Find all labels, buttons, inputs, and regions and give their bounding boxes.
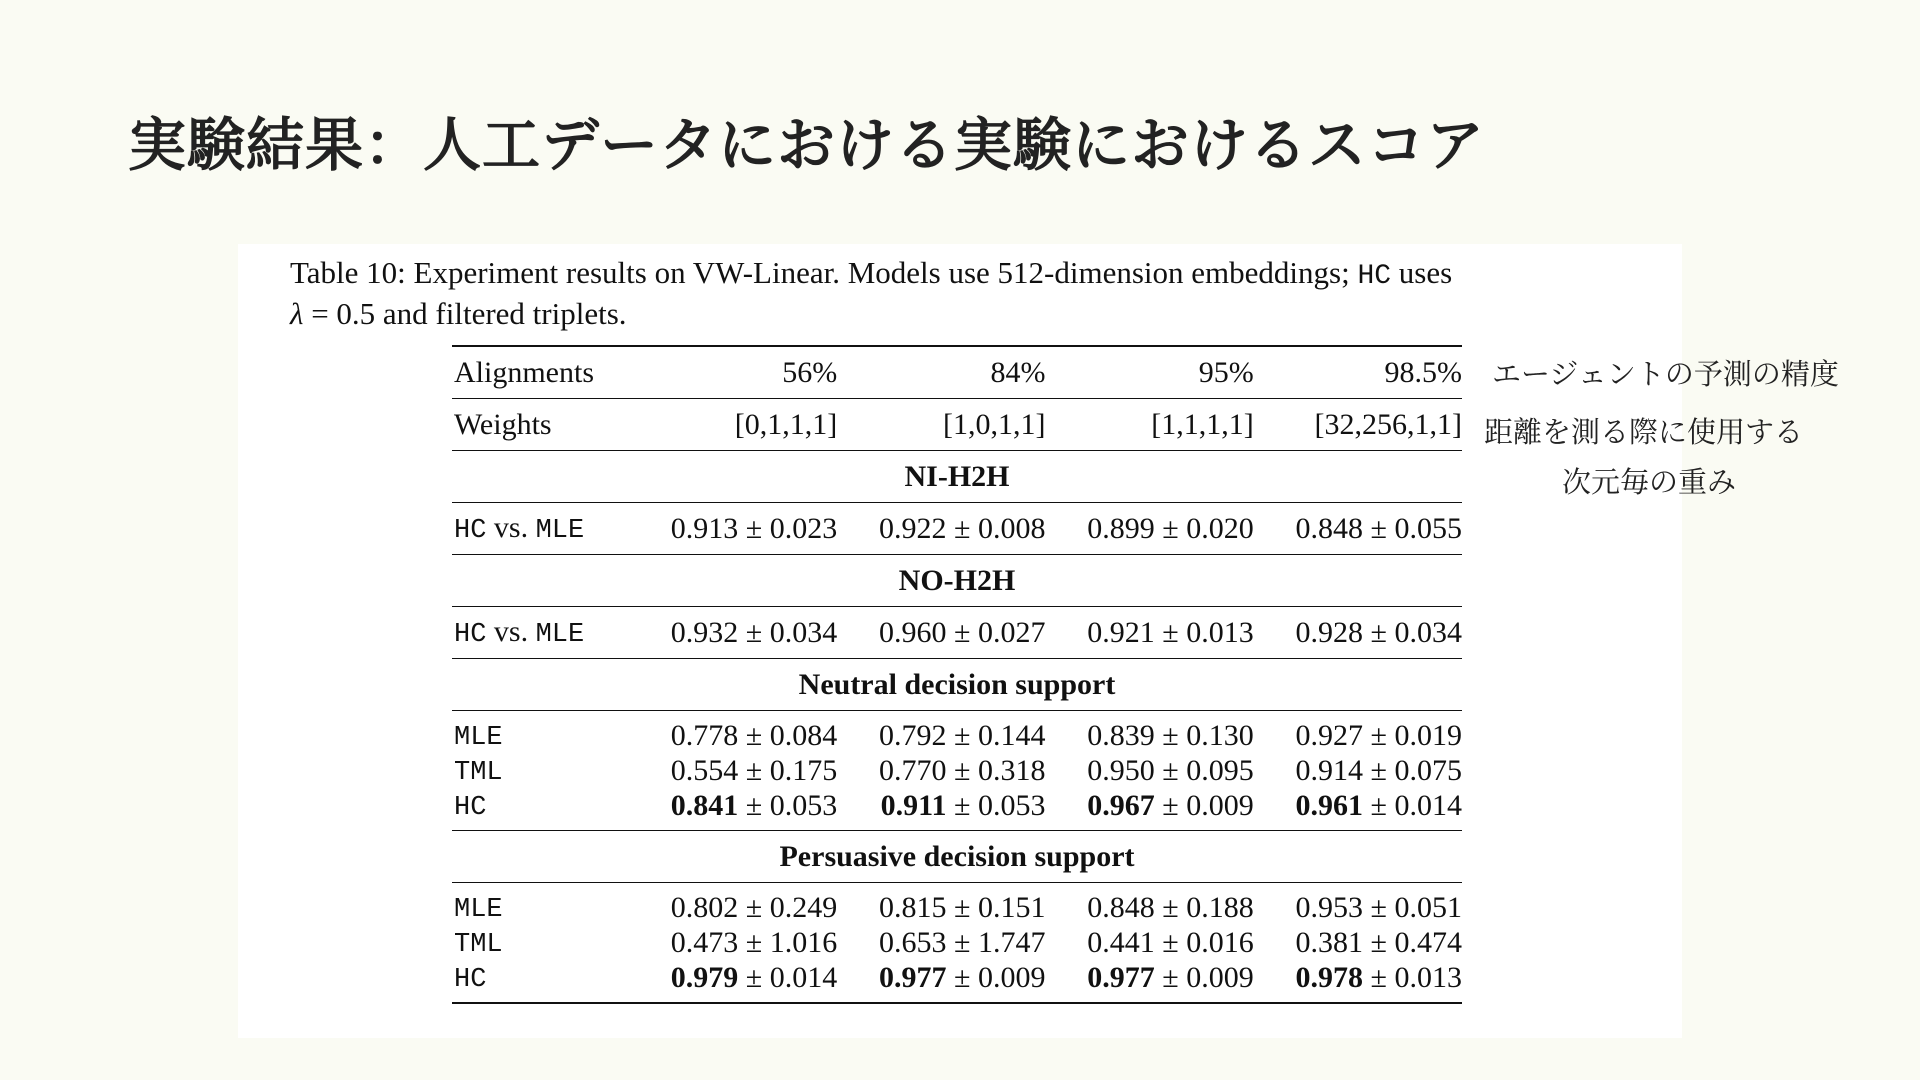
section-header-row xyxy=(452,555,1462,607)
row-label xyxy=(452,960,629,1003)
weights-value: [1,1,1,1] xyxy=(1151,407,1254,441)
score-cell xyxy=(1254,960,1462,1003)
score-value: 0.653 ± 1.747 xyxy=(879,925,1046,959)
slide-title: 実験結果：人工データにおける実験におけるスコア xyxy=(128,111,1486,179)
score-value: ± 0.053 xyxy=(738,788,838,822)
alignment-value: 98.5% xyxy=(1384,355,1462,389)
row-label xyxy=(452,883,629,926)
caption-lambda: λ xyxy=(290,296,304,331)
alignment-annotation: エージェントの予測の精度 xyxy=(1492,357,1839,391)
table-row xyxy=(452,711,1462,754)
score-value: 0.802 ± 0.249 xyxy=(670,890,838,924)
method-name: MLE xyxy=(535,516,585,546)
header-row xyxy=(452,346,1462,399)
row-label xyxy=(452,925,629,960)
score-cell xyxy=(1046,753,1254,788)
score-cell xyxy=(837,788,1045,831)
score-cell xyxy=(629,607,837,659)
best-score: 0.978 xyxy=(1295,960,1364,994)
score-value: ± 0.053 xyxy=(946,788,1046,822)
method-name: HC xyxy=(454,965,487,995)
section-title: NO-H2H xyxy=(898,563,1016,597)
score-value: 0.928 ± 0.034 xyxy=(1295,615,1462,649)
score-value: 0.848 ± 0.055 xyxy=(1295,511,1462,545)
best-score: 0.977 xyxy=(1087,960,1155,994)
score-value: 0.899 ± 0.020 xyxy=(1087,511,1254,545)
table-row xyxy=(452,960,1462,1003)
section-title: Persuasive decision support xyxy=(779,839,1135,873)
score-cell xyxy=(629,960,837,1003)
score-cell xyxy=(837,503,1045,555)
table-caption xyxy=(290,254,1650,332)
row-label xyxy=(452,753,629,788)
score-value: 0.932 ± 0.034 xyxy=(670,615,838,649)
best-score: 0.961 xyxy=(1295,788,1364,822)
score-value: 0.927 ± 0.019 xyxy=(1295,718,1462,752)
score-cell xyxy=(1046,711,1254,754)
section-title: Neutral decision support xyxy=(798,667,1116,701)
method-name: TML xyxy=(454,930,503,960)
score-value: 0.473 ± 1.016 xyxy=(670,925,838,959)
score-cell xyxy=(1254,607,1462,659)
score-value: 0.950 ± 0.095 xyxy=(1087,753,1254,787)
score-cell xyxy=(629,925,837,960)
score-value: 0.778 ± 0.084 xyxy=(670,718,838,752)
score-cell xyxy=(837,883,1045,926)
method-name: TML xyxy=(454,758,503,788)
best-score: 0.977 xyxy=(879,960,947,994)
row-label xyxy=(452,711,629,754)
score-cell xyxy=(837,753,1045,788)
score-cell xyxy=(1254,925,1462,960)
weights-value: [32,256,1,1] xyxy=(1314,407,1462,441)
method-name: HC xyxy=(454,793,487,823)
weights-annotation-line1: 距離を測る際に使用する xyxy=(1484,415,1804,449)
score-cell xyxy=(837,607,1045,659)
method-name: MLE xyxy=(535,620,585,650)
caption-text-c: = 0.5 and filtered triplets. xyxy=(303,296,627,331)
score-value: 0.815 ± 0.151 xyxy=(879,890,1046,924)
table-row xyxy=(452,503,1462,555)
weights-label: Weights xyxy=(454,407,552,441)
table-row xyxy=(452,925,1462,960)
versus-text: vs. xyxy=(486,615,536,648)
weights-value: [1,0,1,1] xyxy=(943,407,1046,441)
section-header-row xyxy=(452,451,1462,503)
method-name: MLE xyxy=(454,895,503,925)
section-title: NI-H2H xyxy=(904,459,1010,493)
score-cell xyxy=(1046,883,1254,926)
table-row xyxy=(452,607,1462,659)
row-label xyxy=(452,503,629,555)
score-value: 0.960 ± 0.027 xyxy=(879,615,1046,649)
score-value: ± 0.009 xyxy=(1154,960,1254,994)
score-value: ± 0.014 xyxy=(738,960,838,994)
score-value: ± 0.013 xyxy=(1363,960,1462,994)
alignment-value: 95% xyxy=(1198,355,1254,389)
score-cell xyxy=(1254,883,1462,926)
score-cell xyxy=(629,503,837,555)
score-value: ± 0.009 xyxy=(1154,788,1254,822)
method-name: HC xyxy=(454,620,487,650)
score-cell xyxy=(1046,960,1254,1003)
method-name: HC xyxy=(454,516,487,546)
weights-row xyxy=(452,399,1462,451)
score-value: 0.792 ± 0.144 xyxy=(879,718,1046,752)
score-cell xyxy=(1254,753,1462,788)
score-cell xyxy=(629,753,837,788)
method-name: MLE xyxy=(454,723,503,753)
table-row xyxy=(452,883,1462,926)
score-value: 0.848 ± 0.188 xyxy=(1087,890,1254,924)
results-table xyxy=(452,345,1462,1004)
score-value: ± 0.009 xyxy=(946,960,1046,994)
caption-text-a: Table 10: Experiment results on VW-Linear. Models use 512-dimension embeddings; xyxy=(290,255,1358,290)
alignments-label: Alignments xyxy=(454,355,594,389)
score-cell xyxy=(629,883,837,926)
score-value: 0.953 ± 0.051 xyxy=(1295,890,1462,924)
best-score: 0.841 xyxy=(670,788,739,822)
score-cell xyxy=(837,960,1045,1003)
best-score: 0.967 xyxy=(1087,788,1155,822)
score-cell xyxy=(1046,607,1254,659)
alignment-value: 56% xyxy=(782,355,838,389)
score-cell xyxy=(629,711,837,754)
score-value: 0.441 ± 0.016 xyxy=(1087,925,1254,959)
score-value: 0.839 ± 0.130 xyxy=(1087,718,1254,752)
score-cell xyxy=(837,711,1045,754)
best-score: 0.979 xyxy=(670,960,739,994)
score-cell xyxy=(1046,503,1254,555)
caption-hc-mono: HC xyxy=(1357,261,1392,292)
row-label xyxy=(452,607,629,659)
weights-annotation-line2: 次元毎の重み xyxy=(1562,465,1737,499)
score-cell xyxy=(1046,925,1254,960)
score-value: 0.921 ± 0.013 xyxy=(1087,615,1254,649)
score-cell xyxy=(1254,711,1462,754)
score-value: 0.913 ± 0.023 xyxy=(670,511,838,545)
score-cell xyxy=(837,925,1045,960)
caption-text-b: uses xyxy=(1391,255,1453,290)
section-header-row xyxy=(452,831,1462,883)
score-value: 0.914 ± 0.075 xyxy=(1295,753,1462,787)
row-label xyxy=(452,788,629,831)
score-value: 0.554 ± 0.175 xyxy=(670,753,838,787)
score-cell xyxy=(1254,788,1462,831)
score-value: 0.770 ± 0.318 xyxy=(879,753,1046,787)
section-header-row xyxy=(452,659,1462,711)
table-row xyxy=(452,753,1462,788)
score-value: ± 0.014 xyxy=(1363,788,1462,822)
weights-value: [0,1,1,1] xyxy=(734,407,838,441)
alignment-value: 84% xyxy=(990,355,1046,389)
score-value: 0.381 ± 0.474 xyxy=(1295,925,1462,959)
versus-text: vs. xyxy=(486,511,536,544)
table-row xyxy=(452,788,1462,831)
score-cell xyxy=(1254,503,1462,555)
score-value: 0.922 ± 0.008 xyxy=(879,511,1046,545)
score-cell xyxy=(629,788,837,831)
best-score: 0.911 xyxy=(880,788,947,822)
score-cell xyxy=(1046,788,1254,831)
